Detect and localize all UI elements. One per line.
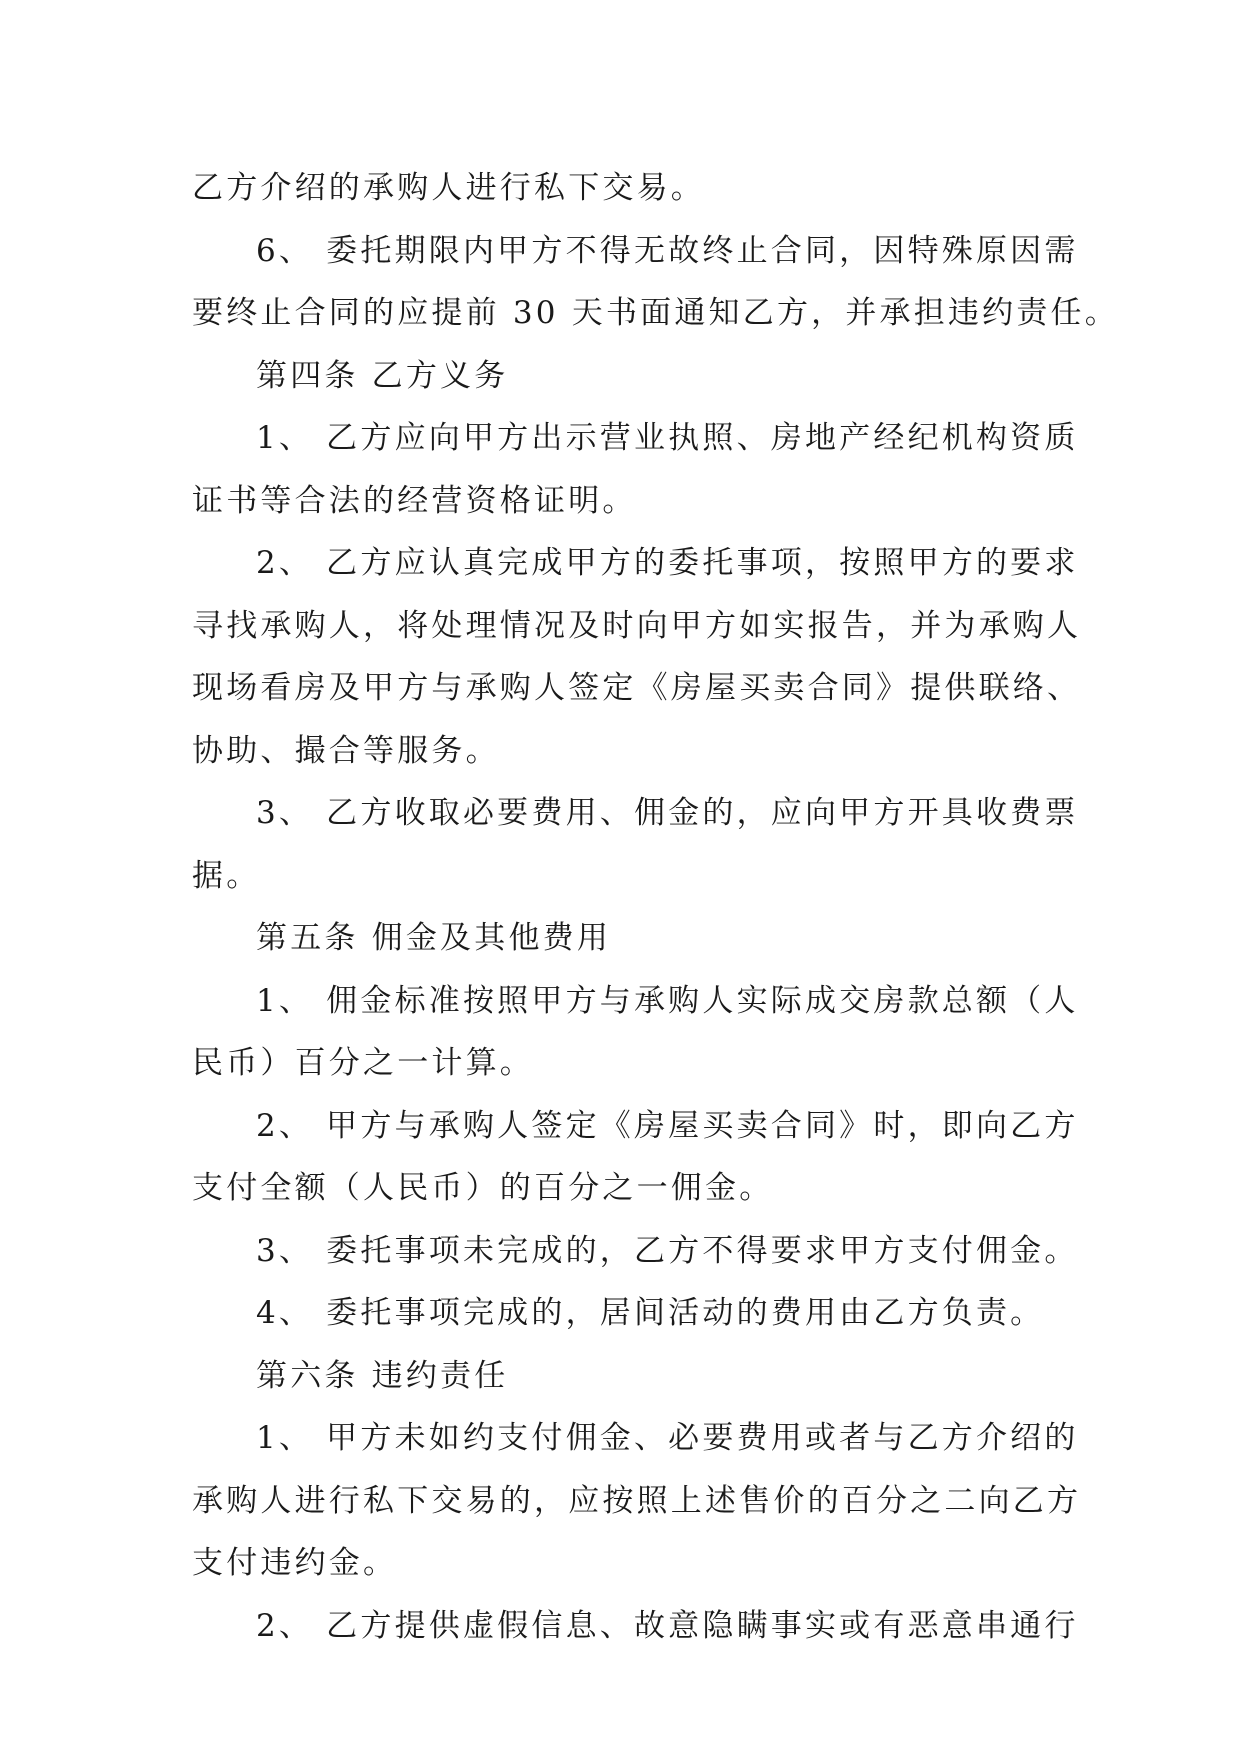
text-line: 现场看房及甲方与承购人签定《房屋买卖合同》提供联络、 (192, 670, 1082, 706)
clause-item: 1、 甲方未如约支付佣金、必要费用或者与乙方介绍的 (256, 1420, 1079, 1456)
clause-item: 1、 乙方应向甲方出示营业执照、房地产经纪机构资质 (256, 420, 1079, 456)
article-heading: 第五条 佣金及其他费用 (256, 920, 612, 956)
text-line: 支付违约金。 (192, 1545, 398, 1581)
text-line: 据。 (192, 857, 261, 894)
text-line: 证书等合法的经营资格证明。 (192, 482, 637, 519)
text-line: 民币）百分之一计算。 (192, 1045, 534, 1081)
clause-item: 2、 乙方提供虚假信息、故意隐瞒事实或有恶意串通行 (256, 1607, 1079, 1644)
clause-item: 2、 乙方应认真完成甲方的委托事项，按照甲方的要求 (256, 545, 1079, 581)
article-heading: 第六条 违约责任 (256, 1357, 509, 1394)
clause-item: 4、 委托事项完成的，居间活动的费用由乙方负责。 (256, 1295, 1045, 1331)
text-line: 乙方介绍的承购人进行私下交易。 (192, 170, 705, 206)
clause-item: 3、 委托事项未完成的，乙方不得要求甲方支付佣金。 (256, 1232, 1079, 1269)
text-line: 承购人进行私下交易的，应按照上述售价的百分之二向乙方 (192, 1482, 1082, 1519)
clause-item: 6、 委托期限内甲方不得无故终止合同，因特殊原因需 (256, 232, 1079, 269)
clause-item: 2、 甲方与承购人签定《房屋买卖合同》时，即向乙方 (256, 1107, 1079, 1144)
text-line: 寻找承购人，将处理情况及时向甲方如实报告，并为承购人 (192, 607, 1082, 644)
clause-item: 3、 乙方收取必要费用、佣金的，应向甲方开具收费票 (256, 795, 1079, 831)
text-line: 要终止合同的应提前 30 天书面通知乙方，并承担违约责任。 (192, 295, 1119, 331)
article-heading: 第四条 乙方义务 (256, 357, 509, 394)
text-line: 支付全额（人民币）的百分之一佣金。 (192, 1170, 774, 1206)
document-body (192, 157, 1119, 1657)
clause-item: 1、 佣金标准按照甲方与承购人实际成交房款总额（人 (256, 982, 1079, 1019)
text-line: 协助、撮合等服务。 (192, 732, 500, 769)
